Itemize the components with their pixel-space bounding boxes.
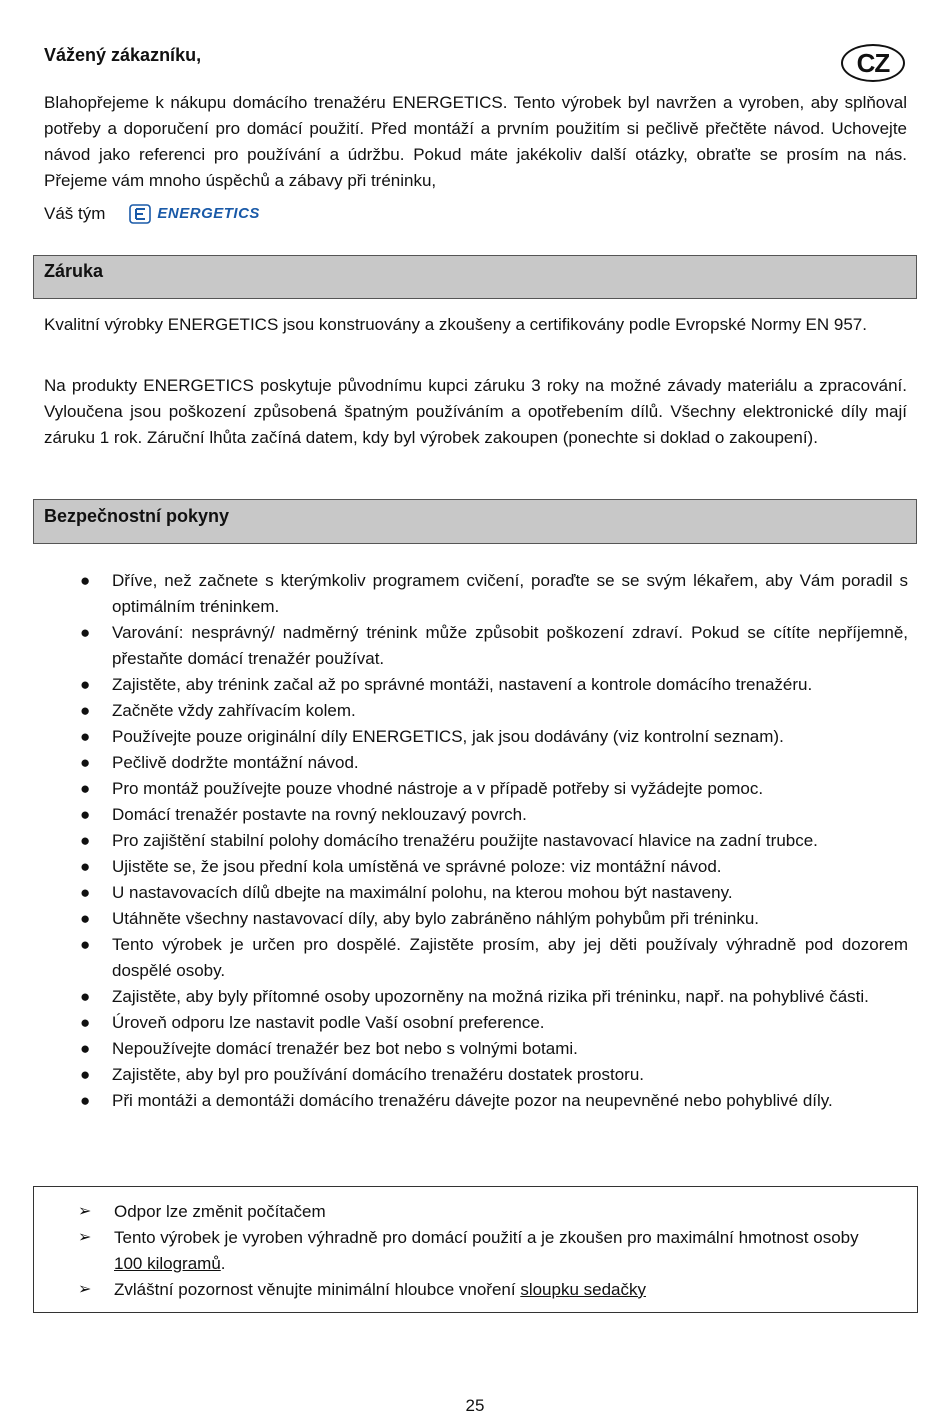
bullet-icon: ● (80, 883, 91, 902)
warranty-header: Záruka (33, 255, 917, 299)
list-item: ● Při montáži a demontáži domácího trenažéru dávejte pozor na neupevněné nebo pohyblivé díly. (72, 1088, 908, 1114)
greeting-heading: Vážený zákazníku, (44, 45, 202, 65)
bullet-icon: ● (80, 1013, 91, 1032)
safety-list (72, 568, 908, 1114)
bullet-icon: ● (80, 1065, 91, 1084)
warranty-paragraph-2: Na produkty ENERGETICS poskytuje původnímu kupci záruku 3 roky na možné závady materiálu a zpracování. Vyloučena jsou poškození způsobená špatným používáním a opotřebením dílů. Všechny elektronické díly mají záruku 1 rok. Záruční lhůta začíná datem, kdy byl výrobek zakoupen (ponechte si doklad o zakoupení). (44, 376, 907, 447)
bullet-icon: ● (80, 753, 91, 772)
team-signature (44, 201, 260, 227)
energetics-logo (129, 201, 260, 227)
note-item-max-weight: ➢ Tento výrobek je vyroben výhradně pro domácí použití a je zkoušen pro maximální hmotnost osoby 100 kilogramů. (78, 1225, 878, 1277)
bullet-icon: ● (80, 857, 91, 876)
arrow-bullet-icon: ➢ (78, 1281, 92, 1298)
bullet-icon: ● (80, 1039, 91, 1058)
bullet-icon: ● (80, 1091, 91, 1110)
list-item: ● Používejte pouze originální díly ENERGETICS, jak jsou dodávány (viz kontrolní seznam). (72, 724, 908, 750)
list-item: ● Pečlivě dodržte montážní návod. (72, 750, 908, 776)
warranty-paragraph-1: Kvalitní výrobky ENERGETICS jsou konstruovány a zkoušeny a certifikovány podle Evropské Normy EN 957. (44, 315, 867, 334)
seat-post-link[interactable]: sloupku sedačky (520, 1280, 647, 1299)
energetics-logo-text: ENERGETICS (157, 205, 260, 222)
list-item: ● U nastavovacích dílů dbejte na maximální polohu, na kterou mohou být nastaveny. (72, 880, 908, 906)
list-item: ● Varování: nesprávný/ nadměrný trénink může způsobit poškození zdraví. Pokud se cítíte nepříjemně, přestaňte domácí trenažér používat. (72, 620, 908, 672)
safety-header: Bezpečnostní pokyny (33, 499, 917, 544)
list-item: ● Domácí trenažér postavte na rovný neklouzavý povrch. (72, 802, 908, 828)
list-item: ● Nepoužívejte domácí trenažér bez bot nebo s volnými botami. (72, 1036, 908, 1062)
energetics-logo-icon (129, 204, 151, 224)
note-item-resistance: ➢ Odpor lze změnit počítačem (78, 1199, 878, 1225)
bullet-icon: ● (80, 805, 91, 824)
list-item: ● Utáhněte všechny nastavovací díly, aby bylo zabráněno náhlým pohybům při tréninku. (72, 906, 908, 932)
bullet-icon: ● (80, 909, 91, 928)
bullet-icon: ● (80, 727, 91, 746)
list-item: ● Dříve, než začnete s kterýmkoliv programem cvičení, poraďte se se svým lékařem, aby Vám poradil s optimálním tréninkem. (72, 568, 908, 620)
note-item-seat-post: ➢ Zvláštní pozornost věnujte minimální hloubce vnoření sloupku sedačky (78, 1277, 878, 1303)
bullet-icon: ● (80, 701, 91, 720)
list-item: ● Pro montáž používejte pouze vhodné nástroje a v případě potřeby si vyžádejte pomoc. (72, 776, 908, 802)
list-item: ● Začněte vždy zahřívacím kolem. (72, 698, 908, 724)
list-item: ● Úroveň odporu lze nastavit podle Vaší osobní preference. (72, 1010, 908, 1036)
arrow-bullet-icon: ➢ (78, 1203, 92, 1220)
list-item: ● Zajistěte, aby byly přítomné osoby upozorněny na možná rizika při tréninku, např. na pohyblivé části. (72, 984, 908, 1010)
notes-box (33, 1186, 918, 1313)
list-item: ● Zajistěte, aby trénink začal až po správné montáži, nastavení a kontrole domácího trenažéru. (72, 672, 908, 698)
list-item: ● Zajistěte, aby byl pro používání domácího trenažéru dostatek prostoru. (72, 1062, 908, 1088)
language-badge: CZ (841, 44, 905, 82)
bullet-icon: ● (80, 675, 91, 694)
bullet-icon: ● (80, 571, 91, 590)
page-number: 25 (465, 1396, 485, 1415)
arrow-bullet-icon: ➢ (78, 1229, 92, 1246)
bullet-icon: ● (80, 831, 91, 850)
bullet-icon: ● (80, 623, 91, 642)
intro-paragraph: Blahopřejeme k nákupu domácího trenažéru ENERGETICS. Tento výrobek byl navržen a vyroben, aby splňoval potřeby a doporučení pro domácí použití. Před montáží a prvním použitím si pečlivě přečtěte návod. Uchovejte návod jako referenci pro používání a údržbu. Pokud máte jakékoliv další otázky, obraťte se prosím na nás. Přejeme vám mnoho úspěchů a zábavy při tréninku, (44, 93, 907, 190)
team-label: Váš tým (44, 204, 106, 223)
list-item: ● Ujistěte se, že jsou přední kola umístěná ve správné poloze: viz montážní návod. (72, 854, 908, 880)
notes-list (78, 1199, 878, 1303)
max-weight-link[interactable]: 100 kilogramů (114, 1254, 221, 1273)
bullet-icon: ● (80, 935, 91, 954)
bullet-icon: ● (80, 987, 91, 1006)
bullet-icon: ● (80, 779, 91, 798)
list-item: ● Tento výrobek je určen pro dospělé. Zajistěte prosím, aby jej děti používaly výhradně pod dozorem dospělé osoby. (72, 932, 908, 984)
list-item: ● Pro zajištění stabilní polohy domácího trenažéru použijte nastavovací hlavice na zadní trubce. (72, 828, 908, 854)
